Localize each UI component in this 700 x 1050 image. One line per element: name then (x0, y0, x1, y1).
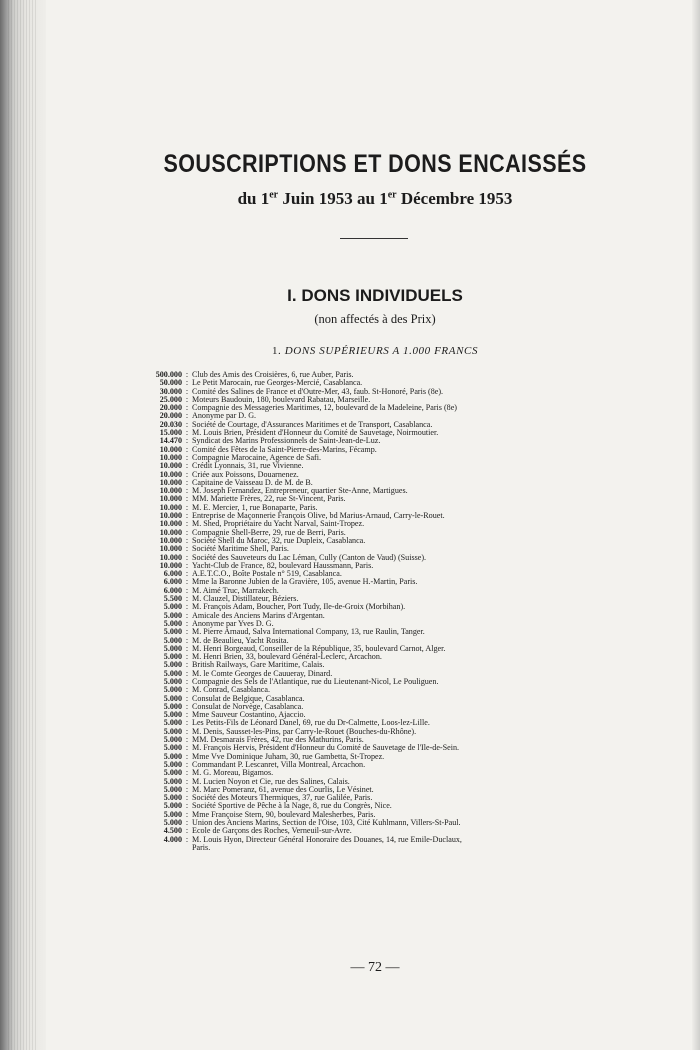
donation-row (138, 670, 658, 678)
donation-amount: 10.000 (159, 444, 182, 454)
donation-amount: 10.000 (159, 544, 182, 554)
donation-amount: 6.000 (163, 585, 182, 595)
donation-row (138, 537, 658, 545)
separator: : (185, 701, 189, 711)
donation-row (138, 794, 658, 802)
donation-amount: 5.000 (163, 602, 182, 612)
donation-row (138, 487, 658, 495)
separator: : (185, 461, 189, 471)
donation-amount: 5.000 (163, 693, 182, 703)
donation-row (138, 562, 658, 570)
donation-amount: 5.000 (163, 793, 182, 803)
donation-amount: 50.000 (159, 378, 182, 388)
donation-row (138, 412, 658, 420)
donation-row (138, 761, 658, 769)
donation-amount: 20.000 (159, 411, 182, 421)
separator: : (185, 386, 189, 396)
separator: : (185, 826, 189, 836)
separator: : (185, 552, 189, 562)
donation-row (138, 686, 658, 694)
donation-amount: 10.000 (159, 461, 182, 471)
donor-text: Paris. (192, 843, 211, 852)
separator: : (185, 436, 189, 446)
donation-amount: 5.000 (163, 676, 182, 686)
separator: : (185, 751, 189, 761)
donation-amount: 500.000 (155, 370, 182, 379)
donation-amount: 5.000 (163, 776, 182, 786)
donation-amount: 10.000 (159, 486, 182, 496)
separator: : (185, 403, 189, 413)
donation-row (138, 744, 658, 752)
separator: : (185, 452, 189, 462)
separator: : (185, 411, 189, 421)
donation-row (138, 620, 658, 628)
separator: : (185, 394, 189, 404)
donation-row (138, 628, 658, 636)
separator: : (185, 486, 189, 496)
donation-amount: 30.000 (159, 386, 182, 396)
donation-amount: 5.000 (163, 618, 182, 628)
donor-text: Société de Courtage, d'Assurances Maritimes et de Transport, Casablanca. (192, 420, 433, 429)
page-subtitle: du 1er Juin 1953 au 1er Décembre 1953 (237, 189, 513, 208)
separator: : (185, 535, 189, 545)
donor-text: Société des Moteurs Thermiques, 37, rue Galilée, Paris. (192, 794, 373, 803)
donation-amount: 10.000 (159, 469, 182, 479)
donation-amount: 5.000 (163, 743, 182, 753)
donor-text: Crédit Lyonnais, 31, rue Vivienne. (192, 462, 304, 471)
donation-row (138, 504, 658, 512)
donation-amount: 10.000 (159, 560, 182, 570)
donation-row (138, 844, 658, 852)
donation-amount: 10.000 (159, 477, 182, 487)
donation-row (138, 371, 658, 379)
donation-row (138, 379, 658, 387)
donation-row (138, 529, 658, 537)
donor-text: Comité des Salines de France et d'Outre-Mer, 43, faub. St-Honoré, Paris (8e). (192, 387, 444, 396)
donor-text: Capitaine de Vaisseau D. de M. de B. (192, 478, 313, 487)
donation-amount: 5.500 (163, 594, 182, 604)
donor-text: M. Henri Brien, 33, boulevard Général-Leclerc, Arcachon. (192, 653, 382, 662)
donation-amount: 10.000 (159, 535, 182, 545)
donation-row (138, 753, 658, 761)
donor-text: M. Shed, Propriétaire du Yacht Narval, Saint-Tropez. (192, 520, 365, 529)
page-gutter (0, 0, 46, 1050)
separator: : (185, 627, 189, 637)
separator: : (185, 718, 189, 728)
donor-text: Criée aux Poissons, Douarnenez. (192, 470, 299, 479)
page-number: — 72 — (350, 960, 400, 975)
donation-row (138, 429, 658, 437)
separator: : (185, 652, 189, 662)
donor-text: MM. Mariette Frères, 22, rue St-Vincent, Paris. (192, 495, 346, 504)
donation-amount: 20.000 (159, 403, 182, 413)
donation-amount (138, 844, 182, 852)
separator: : (185, 494, 189, 504)
separator: : (185, 784, 189, 794)
donation-row (138, 786, 658, 794)
separator: : (185, 776, 189, 786)
separator: : (185, 618, 189, 628)
donation-row (138, 695, 658, 703)
separator: : (185, 710, 189, 720)
separator: : (185, 469, 189, 479)
separator: : (185, 759, 189, 769)
separator: : (185, 602, 189, 612)
donation-row (138, 728, 658, 736)
donor-text: École de Garçons des Roches, Verneuil-sur-Avre. (192, 827, 352, 836)
donor-text: Compagnie Marocaine, Agence de Safi. (192, 453, 322, 462)
donation-row (138, 404, 658, 412)
donor-text: M. François Hervis, Président d'Honneur du Comité de Sauvetage de l'Ile-de-Sein. (192, 744, 460, 753)
donation-row (138, 819, 658, 827)
donation-row (138, 637, 658, 645)
donor-text: M. Clauzel, Distillateur, Béziers. (192, 595, 299, 604)
donor-text: M. François Adam, Boucher, Port Tudy, Ile-de-Groix (Morbihan). (192, 603, 406, 612)
donation-amount: 5.000 (163, 735, 182, 745)
separator: : (185, 585, 189, 595)
separator: : (185, 444, 189, 454)
donation-amount: 10.000 (159, 527, 182, 537)
separator (182, 844, 192, 852)
separator: : (185, 635, 189, 645)
donation-row (138, 612, 658, 620)
donation-row (138, 719, 658, 727)
donor-text: M. Marc Pomeranz, 61, avenue des Courlis, Le Vésinet. (192, 785, 374, 794)
donation-row (138, 736, 658, 744)
donation-row (138, 595, 658, 603)
separator: : (185, 560, 189, 570)
donor-text: M. E. Mercier, 1, rue Bonaparte, Paris. (192, 503, 318, 512)
donation-row (138, 437, 658, 445)
donation-amount: 5.000 (163, 768, 182, 778)
donor-text: Mme Sauveur Costantino, Ajaccio. (192, 711, 306, 720)
donation-row (138, 711, 658, 719)
donation-row (138, 678, 658, 686)
donation-row (138, 421, 658, 429)
donation-row (138, 396, 658, 404)
donor-text: Union des Anciens Marins, Section de l'Oise, 103, Cité Kuhlmann, Villers-St-Paul. (192, 819, 461, 828)
separator: : (185, 519, 189, 529)
donation-amount: 5.000 (163, 643, 182, 653)
donation-amount: 15.000 (159, 428, 182, 438)
donation-row (138, 645, 658, 653)
donation-row (138, 587, 658, 595)
donor-text: Syndicat des Marins Professionnels de Saint-Jean-de-Luz. (192, 437, 381, 446)
donation-row (138, 653, 658, 661)
separator: : (185, 577, 189, 587)
donor-text: Société Sportive de Pêche à la Nage, 8, rue du Congrès, Nice. (192, 802, 392, 811)
donor-text: Entreprise de Maçonnerie François Olive, bd Marius-Arnaud, Carry-le-Rouet. (192, 512, 445, 521)
donation-row (138, 603, 658, 611)
donor-text: Compagnie des Sels de l'Atlantique, rue du Lieutenant-Nicol, Le Pouliguen. (192, 677, 439, 686)
donor-text: Société Shell du Maroc, 32, rue Dupleix, Casablanca. (192, 536, 366, 545)
donor-text: M. G. Moreau, Bigamos. (192, 769, 274, 778)
donation-row (138, 479, 658, 487)
separator: : (185, 801, 189, 811)
donor-text: M. le Comte Georges de Cauueray, Dinard. (192, 669, 333, 678)
donor-text: Amicale des Anciens Marins d'Argentan. (192, 611, 325, 620)
donation-row (138, 471, 658, 479)
separator: : (185, 743, 189, 753)
donation-row (138, 520, 658, 528)
donation-row (138, 769, 658, 777)
section-note: (non affectés à des Prix) (314, 312, 436, 326)
donation-amount: 5.000 (163, 668, 182, 678)
separator: : (185, 569, 189, 579)
donation-row (138, 811, 658, 819)
donation-row (138, 454, 658, 462)
donation-row (138, 661, 658, 669)
donor-text: Commandant P. Lescanret, Villa Montreal, Arcachon. (192, 760, 366, 769)
donor-text: Consulat de Belgique, Casablanca. (192, 694, 305, 703)
donor-text: M. Conrad, Casablanca. (192, 686, 270, 695)
donation-amount: 25.000 (159, 394, 182, 404)
separator: : (185, 419, 189, 429)
donation-row (138, 570, 658, 578)
donation-amount: 5.000 (163, 701, 182, 711)
separator: : (185, 378, 189, 388)
donor-text: Consulat de Norvège, Casablanca. (192, 702, 304, 711)
donor-text: Mme la Baronne Jubien de la Gravière, 105, avenue H.-Martin, Paris. (192, 578, 418, 587)
separator: : (185, 676, 189, 686)
separator: : (185, 793, 189, 803)
donation-amount: 5.000 (163, 685, 182, 695)
donor-text: Société des Sauveteurs du Lac Léman, Cully (Canton de Vaud) (Suisse). (192, 553, 427, 562)
separator: : (185, 511, 189, 521)
separator: : (185, 527, 189, 537)
separator: : (185, 685, 189, 695)
donor-text: Les Petits-Fils de Léonard Danel, 69, rue du Dr-Calmette, Loos-lez-Lille. (192, 719, 430, 728)
donor-text: M. Joseph Fernandez, Entrepreneur, quartier Ste-Anne, Martigues. (192, 487, 408, 496)
donation-row (138, 462, 658, 470)
donor-text: Société Maritime Shell, Paris. (192, 545, 289, 554)
donor-text: Anonyme par Yves D. G. (192, 619, 274, 628)
separator: : (185, 428, 189, 438)
donor-text: MM. Desmarais Frères, 42, rue des Mathurins, Paris. (192, 736, 364, 745)
donation-amount: 5.000 (163, 801, 182, 811)
donor-text: M. Denis, Sausset-les-Pins, par Carry-le-Rouet (Bouches-du-Rhône). (192, 727, 417, 736)
donor-text: M. Henri Borgeaud, Conseiller de la République, 35, boulevard Carnot, Alger. (192, 644, 446, 653)
separator: : (185, 370, 189, 379)
separator: : (185, 768, 189, 778)
donation-amount: 6.000 (163, 577, 182, 587)
donation-amount: 5.000 (163, 726, 182, 736)
separator: : (185, 544, 189, 554)
donor-text: M. Louis Hyon, Directeur Général Honoraire des Douanes, 14, rue Émile-Duclaux, (192, 835, 462, 844)
donation-amount: 10.000 (159, 552, 182, 562)
donor-text: A.E.T.C.O., Boîte Postale n° 519, Casablanca. (192, 570, 342, 579)
donation-row (138, 388, 658, 396)
donation-amount: 5.000 (163, 784, 182, 794)
separator: : (185, 668, 189, 678)
page-title: SOUSCRIPTIONS ET DONS ENCAISSÉS (163, 150, 587, 178)
donor-text: M. Aimé Truc, Marrakech. (192, 586, 279, 595)
donor-text: Mme Françoise Stern, 90, boulevard Malesherbes, Paris. (192, 810, 376, 819)
separator: : (185, 834, 189, 844)
donor-text: Le Petit Marocain, rue Georges-Mercié, Casablanca. (192, 379, 363, 388)
donation-amount: 4.000 (163, 834, 182, 844)
separator: : (185, 643, 189, 653)
separator: : (185, 594, 189, 604)
separator: : (185, 818, 189, 828)
donor-text: M. de Beaulieu, Yacht Rosita. (192, 636, 289, 645)
donation-amount: 5.000 (163, 759, 182, 769)
subsection-heading: 1. DONS SUPÉRIEURS A 1.000 FRANCS (271, 345, 479, 357)
donation-amount: 20.030 (159, 419, 182, 429)
donation-amount: 10.000 (159, 502, 182, 512)
separator: : (185, 809, 189, 819)
donation-row (138, 495, 658, 503)
donor-text: Comité des Fêtes de la Saint-Pierre-des-Marins, Fécamp. (192, 445, 377, 454)
donor-text: Club des Amis des Croisières, 6, rue Auber, Paris. (192, 371, 354, 379)
donation-row (138, 554, 658, 562)
donation-row (138, 703, 658, 711)
donor-text: Moteurs Baudouin, 180, boulevard Rabatau, Marseille. (192, 395, 371, 404)
donation-list (138, 371, 658, 852)
separator: : (185, 477, 189, 487)
donation-amount: 10.000 (159, 519, 182, 529)
donation-amount: 10.000 (159, 494, 182, 504)
donor-text: Mme Vve Dominique Juham, 30, rue Gambetta, St-Tropez. (192, 752, 385, 761)
donation-row (138, 512, 658, 520)
donation-amount: 5.000 (163, 710, 182, 720)
donation-amount: 5.000 (163, 652, 182, 662)
donation-row (138, 827, 658, 835)
donation-row (138, 802, 658, 810)
donation-amount: 4.500 (163, 826, 182, 836)
donation-amount: 14.470 (159, 436, 182, 446)
separator: : (185, 502, 189, 512)
donation-amount: 5.000 (163, 610, 182, 620)
section-heading: I. DONS INDIVIDUELS (287, 286, 463, 305)
donor-text: Yacht-Club de France, 82, boulevard Haussmann, Paris. (192, 561, 374, 570)
donation-amount: 5.000 (163, 635, 182, 645)
donor-text: Compagnie des Messageries Maritimes, 12, boulevard de la Madeleine, Paris (8e) (192, 404, 457, 413)
donor-text: M. Pierre Arnaud, Salva International Company, 13, rue Raulin, Tanger. (192, 628, 425, 637)
donor-text: Compagnie Shell-Berre, 29, rue de Berri, Paris. (192, 528, 346, 537)
donation-row (138, 446, 658, 454)
donor-text: British Railways, Gare Maritime, Calais. (192, 661, 325, 670)
donation-amount: 5.000 (163, 818, 182, 828)
page-right-edge (692, 0, 700, 1050)
separator: : (185, 693, 189, 703)
donation-amount: 10.000 (159, 452, 182, 462)
separator: : (185, 660, 189, 670)
donor-text: M. Louis Brien, Président d'Honneur du Comité de Sauvetage, Noirmoutier. (192, 429, 439, 438)
donation-amount: 5.000 (163, 660, 182, 670)
donation-amount: 5.000 (163, 627, 182, 637)
separator: : (185, 735, 189, 745)
donor-text: Anonyme par D. G. (192, 412, 257, 421)
separator: : (185, 610, 189, 620)
donation-row (138, 836, 658, 844)
donation-amount: 10.000 (159, 511, 182, 521)
donation-row (138, 545, 658, 553)
donation-amount: 5.000 (163, 751, 182, 761)
donation-row (138, 578, 658, 586)
donor-text: M. Lucien Noyon et Cie, rue des Salines, Calais. (192, 777, 350, 786)
donation-row (138, 778, 658, 786)
donation-amount: 5.000 (163, 718, 182, 728)
separator: : (185, 726, 189, 736)
title-divider (340, 238, 408, 239)
donation-amount: 5.000 (163, 809, 182, 819)
donation-amount: 6.000 (163, 569, 182, 579)
